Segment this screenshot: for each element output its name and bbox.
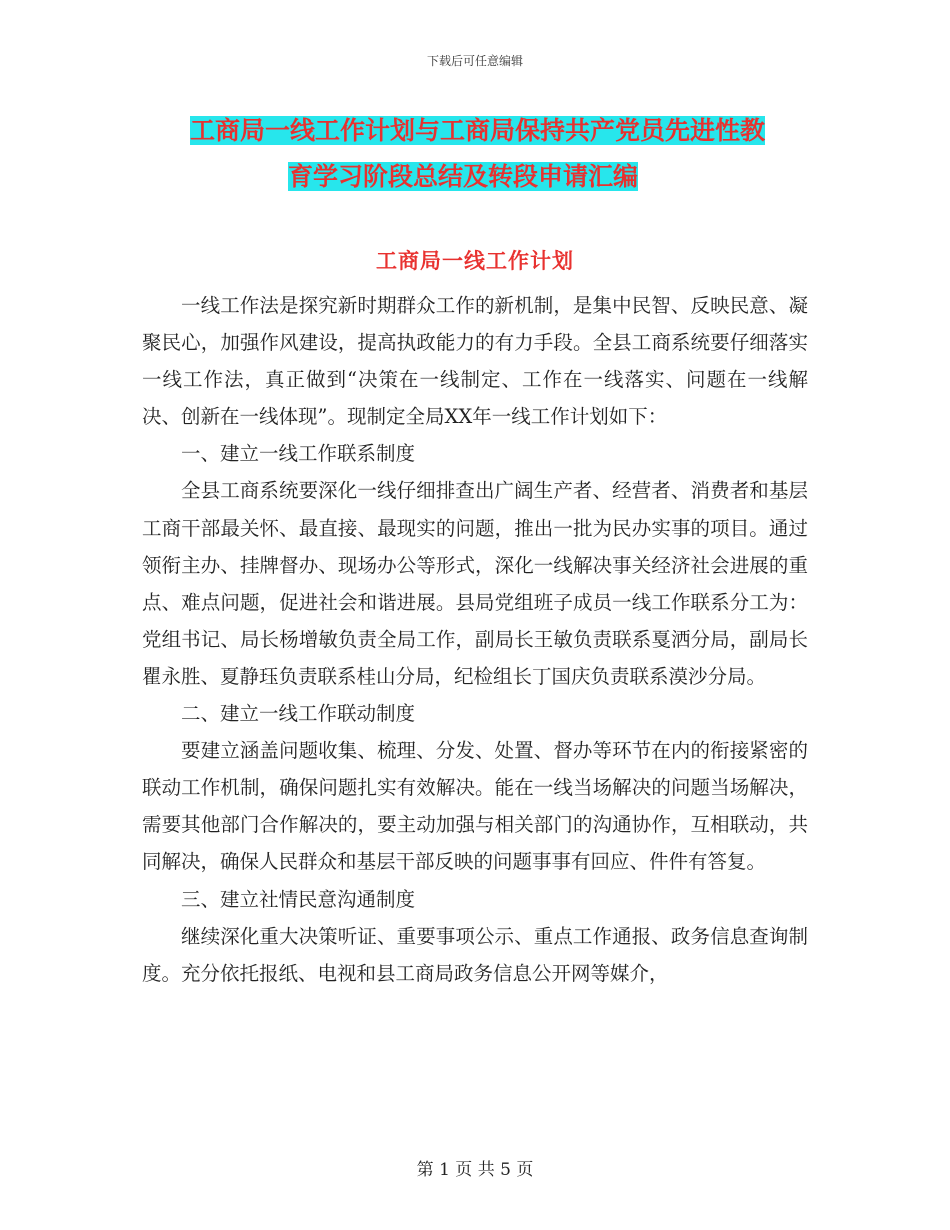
heading-item-3: 三、建立社情民意沟通制度 [181, 887, 416, 911]
document-body [142, 287, 808, 992]
document-title-line-2: 育学习阶段总结及转段申请汇编 [288, 162, 639, 191]
page-number: 第 1 页 共 5 页 [416, 1160, 534, 1180]
document-title-line-1: 工商局一线工作计划与工商局保持共产党员先进性教 [190, 116, 766, 145]
paragraph-item-2: 要建立涵盖问题收集、梳理、分发、处置、督办等环节在内的衔接紧密的联动工作机制，确保问题扎实有效解决。能在一线当场解决的问题当场解决，需要其他部门合作解决的，要主动加强与相关部门的沟通协作，互相联动，共同解决，确保人民群众和基层干部反映的问题事事有回应、件件有答复。 [142, 739, 808, 874]
heading-item-2: 二、建立一线工作联动制度 [181, 702, 416, 726]
paragraph-intro: 一线工作法是探究新时期群众工作的新机制，是集中民智、反映民意、凝聚民心，加强作风建设，提高执政能力的有力手段。全县工商系统要仔细落实一线工作法，真正做到“决策在一线制定、工作在一线落实、问题在一线解决、创新在一线体现”。现制定全局XX年一线工作计划如下： [142, 294, 808, 429]
section-title: 工商局一线工作计划 [376, 248, 574, 273]
document-title [190, 108, 810, 200]
heading-item-1: 一、建立一线工作联系制度 [181, 442, 416, 466]
page-header-note: 下载后可任意编辑 [426, 54, 523, 68]
paragraph-item-1: 全县工商系统要深化一线仔细排查出广阔生产者、经营者、消费者和基层工商干部最关怀、最直接、最现实的问题，推出一批为民办实事的项目。通过领衔主办、挂牌督办、现场办公等形式，深化一线解决事关经济社会进展的重点、难点问题，促进社会和谐进展。县局党组班子成员一线工作联系分工为：党组书记、局长杨增敏负责全局工作，副局长王敏负责联系戛洒分局，副局长瞿永胜、夏静珏负责联系桂山分局，纪检组长丁国庆负责联系漠沙分局。 [142, 479, 808, 688]
paragraph-item-3: 继续深化重大决策听证、重要事项公示、重点工作通报、政务信息查询制度。充分依托报纸、电视和县工商局政务信息公开网等媒介， [142, 924, 808, 985]
